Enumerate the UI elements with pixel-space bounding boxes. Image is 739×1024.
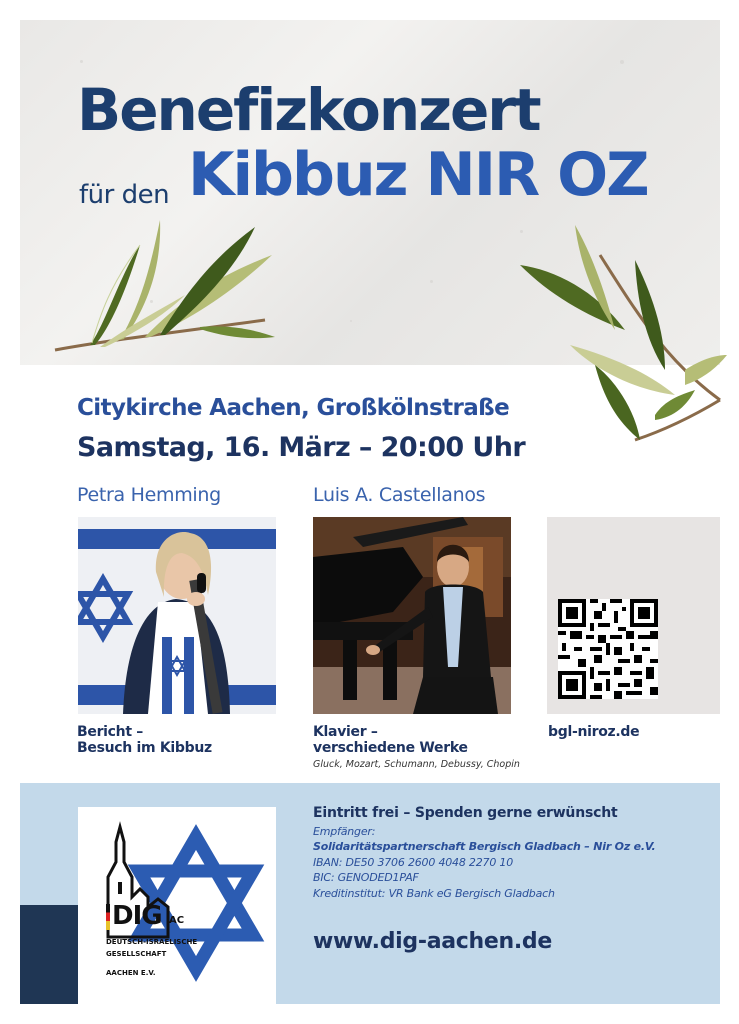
dig-logo-box xyxy=(78,807,276,1004)
logo-suffix: AC xyxy=(169,915,185,926)
donation-iban: IBAN: DE50 3706 2600 4048 2270 10 xyxy=(313,856,514,869)
speaker-photo xyxy=(78,517,276,714)
german-flag-stripe xyxy=(106,904,110,930)
event-date: Samstag, 16. März – 20:00 Uhr xyxy=(77,432,526,463)
headline-kibbuz: Kibbuz NIR OZ xyxy=(188,140,648,210)
donation-bic: BIC: GENODED1PAF xyxy=(313,871,419,884)
logo-org-line1: DEUTSCH-ISRAELISCHE xyxy=(106,938,198,946)
donation-recipient: Solidaritätspartnerschaft Bergisch Gladbach – Nir Oz e.V. xyxy=(313,840,656,853)
pianist-works: Gluck, Mozart, Schumann, Debussy, Chopin xyxy=(313,759,520,770)
event-venue: Citykirche Aachen, Großkölnstraße xyxy=(77,395,510,421)
website-link[interactable]: www.dig-aachen.de xyxy=(313,929,552,954)
pianist-caption-2: verschiedene Werke xyxy=(313,740,468,756)
donation-headline: Eintritt frei – Spenden gerne erwünscht xyxy=(313,805,618,821)
donation-bank: Kreditinstitut: VR Bank eG Bergisch Gladbach xyxy=(313,887,555,900)
headline-prefix: für den xyxy=(79,180,170,210)
pianist-caption-1: Klavier – xyxy=(313,724,378,740)
decor-navy-block xyxy=(20,905,78,1004)
speaker-caption-1: Bericht – xyxy=(77,724,144,740)
performer-name-2: Luis A. Castellanos xyxy=(313,484,486,506)
olive-branch-left-icon xyxy=(50,215,280,360)
qr-code-icon[interactable] xyxy=(558,599,658,699)
headline-title: Benefizkonzert xyxy=(77,76,540,144)
donation-recipient-label: Empfänger: xyxy=(313,825,376,838)
pianist-photo xyxy=(313,517,511,714)
qr-link-label[interactable]: bgl-niroz.de xyxy=(548,724,640,740)
olive-branch-right-icon xyxy=(515,220,730,450)
logo-org-line3: AACHEN E.V. xyxy=(106,969,156,977)
performer-name-1: Petra Hemming xyxy=(77,484,221,506)
logo-letters: DIG xyxy=(112,901,162,931)
logo-org-line2: GESELLSCHAFT xyxy=(106,950,167,958)
speaker-caption-2: Besuch im Kibbuz xyxy=(77,740,212,756)
